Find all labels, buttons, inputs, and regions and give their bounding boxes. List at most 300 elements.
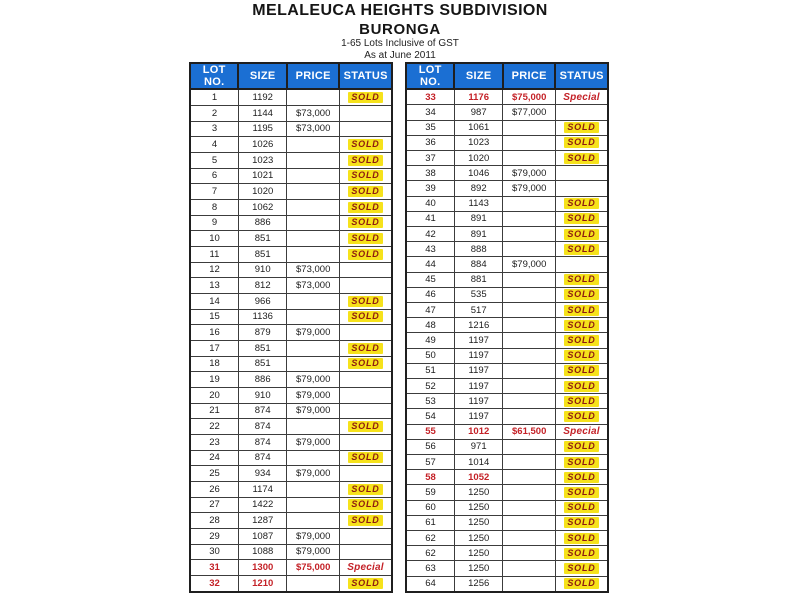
lot-cell: 38	[406, 166, 454, 181]
sold-badge: SOLD	[564, 578, 598, 589]
size-cell: 851	[238, 356, 286, 372]
price-cell	[503, 318, 556, 333]
price-cell	[287, 356, 340, 372]
size-cell: 910	[238, 262, 286, 278]
size-cell: 1046	[454, 166, 502, 181]
price-cell: $79,000	[287, 466, 340, 482]
size-cell: 1020	[238, 184, 286, 200]
sold-badge: SOLD	[564, 320, 598, 331]
lot-cell: 7	[190, 184, 238, 200]
price-cell	[503, 135, 556, 150]
status-cell	[339, 137, 392, 153]
table-row	[406, 318, 608, 333]
lot-cell: 9	[190, 215, 238, 231]
price-cell: $79,000	[287, 403, 340, 419]
sold-badge: SOLD	[564, 335, 598, 346]
size-cell: 1020	[454, 150, 502, 165]
status-cell	[555, 439, 608, 454]
price-cell: $79,000	[287, 544, 340, 560]
table-row	[406, 378, 608, 393]
status-cell	[339, 309, 392, 325]
table-row	[190, 184, 392, 200]
lot-cell: 11	[190, 246, 238, 262]
status-cell	[555, 455, 608, 470]
size-cell: 886	[238, 372, 286, 388]
size-cell: 1250	[454, 546, 502, 561]
table-row	[406, 302, 608, 317]
lot-cell: 34	[406, 105, 454, 120]
table-row	[406, 409, 608, 424]
table-row	[190, 262, 392, 278]
status-cell	[339, 340, 392, 356]
sold-badge: SOLD	[348, 186, 382, 197]
table-row	[406, 561, 608, 576]
table-row	[406, 287, 608, 302]
table-row	[190, 356, 392, 372]
size-cell: 517	[454, 302, 502, 317]
price-cell: $79,000	[287, 387, 340, 403]
table-row	[406, 226, 608, 241]
size-cell: 1088	[238, 544, 286, 560]
price-cell	[287, 199, 340, 215]
lot-cell: 42	[406, 226, 454, 241]
price-cell	[287, 497, 340, 513]
sold-badge: SOLD	[564, 457, 598, 468]
special-label: Special	[563, 426, 600, 438]
sold-badge: SOLD	[348, 311, 382, 322]
table-row	[190, 309, 392, 325]
lot-cell: 33	[406, 89, 454, 105]
size-cell: 934	[238, 466, 286, 482]
price-cell	[503, 302, 556, 317]
size-cell: 1197	[454, 348, 502, 363]
status-cell	[339, 152, 392, 168]
table-row	[190, 121, 392, 137]
size-cell: 1174	[238, 481, 286, 497]
lot-cell: 28	[190, 513, 238, 529]
status-cell	[339, 356, 392, 372]
lot-cell: 62	[406, 531, 454, 546]
lot-cell: 14	[190, 293, 238, 309]
status-cell	[555, 242, 608, 257]
sold-badge: SOLD	[564, 487, 598, 498]
price-cell	[503, 363, 556, 378]
lot-cell: 61	[406, 515, 454, 530]
table-row	[190, 513, 392, 529]
table-row	[406, 242, 608, 257]
lot-cell: 50	[406, 348, 454, 363]
table-row	[406, 470, 608, 485]
table-row	[190, 215, 392, 231]
size-cell: 1176	[454, 89, 502, 105]
status-cell	[555, 211, 608, 226]
column-header: SIZE	[454, 63, 502, 89]
page-subtitle: BURONGA	[359, 21, 441, 38]
size-cell: 1197	[454, 363, 502, 378]
size-cell: 1250	[454, 515, 502, 530]
price-cell	[287, 231, 340, 247]
status-cell	[339, 199, 392, 215]
sold-badge: SOLD	[348, 217, 382, 228]
table-row	[190, 89, 392, 105]
lot-cell: 25	[190, 466, 238, 482]
special-label: Special	[347, 562, 384, 574]
price-cell: $79,000	[287, 372, 340, 388]
status-cell	[339, 215, 392, 231]
status-cell	[339, 184, 392, 200]
lot-cell: 19	[190, 372, 238, 388]
size-cell: 891	[454, 226, 502, 241]
sold-badge: SOLD	[564, 153, 598, 164]
sold-badge: SOLD	[348, 139, 382, 150]
lot-cell: 17	[190, 340, 238, 356]
size-cell: 1195	[238, 121, 286, 137]
lot-cell: 21	[190, 403, 238, 419]
lot-cell: 2	[190, 105, 238, 121]
size-cell: 892	[454, 181, 502, 196]
status-cell	[339, 246, 392, 262]
status-cell	[339, 168, 392, 184]
size-cell: 851	[238, 340, 286, 356]
price-cell	[287, 575, 340, 592]
lot-cell: 16	[190, 325, 238, 341]
lot-cell: 58	[406, 470, 454, 485]
sold-badge: SOLD	[348, 233, 382, 244]
size-cell: 1087	[238, 528, 286, 544]
status-cell	[339, 434, 392, 450]
table-row	[190, 168, 392, 184]
size-cell: 888	[454, 242, 502, 257]
sold-badge: SOLD	[564, 381, 598, 392]
sold-badge: SOLD	[564, 289, 598, 300]
table-row	[190, 419, 392, 435]
status-cell	[555, 302, 608, 317]
price-cell	[503, 500, 556, 515]
status-cell	[339, 450, 392, 466]
sold-badge: SOLD	[348, 170, 382, 181]
price-cell	[503, 211, 556, 226]
status-cell	[555, 272, 608, 287]
lot-cell: 40	[406, 196, 454, 211]
sold-badge: SOLD	[348, 515, 382, 526]
size-cell: 1012	[454, 424, 502, 439]
lot-cell: 59	[406, 485, 454, 500]
status-cell	[339, 419, 392, 435]
lot-cell: 53	[406, 394, 454, 409]
lot-cell: 60	[406, 500, 454, 515]
status-cell	[339, 231, 392, 247]
price-cell	[287, 419, 340, 435]
status-cell	[339, 528, 392, 544]
lot-cell: 39	[406, 181, 454, 196]
price-cell: $79,000	[287, 528, 340, 544]
status-cell	[555, 196, 608, 211]
size-cell: 1192	[238, 89, 286, 105]
size-cell: 874	[238, 419, 286, 435]
table-row	[190, 528, 392, 544]
price-cell	[503, 515, 556, 530]
sold-badge: SOLD	[348, 499, 382, 510]
status-cell	[555, 318, 608, 333]
sold-badge: SOLD	[564, 411, 598, 422]
table-row	[190, 246, 392, 262]
tables-container	[189, 62, 609, 593]
table-row	[406, 135, 608, 150]
sold-badge: SOLD	[348, 155, 382, 166]
table-row	[406, 105, 608, 120]
table-row	[190, 466, 392, 482]
size-cell: 1210	[238, 575, 286, 592]
sold-badge: SOLD	[348, 484, 382, 495]
price-cell	[503, 242, 556, 257]
status-cell	[339, 497, 392, 513]
table-row	[190, 231, 392, 247]
size-cell: 886	[238, 215, 286, 231]
status-cell	[555, 135, 608, 150]
table-row	[406, 531, 608, 546]
lot-cell: 12	[190, 262, 238, 278]
price-cell	[503, 226, 556, 241]
price-cell: $79,000	[287, 325, 340, 341]
status-cell	[555, 561, 608, 576]
size-cell: 910	[238, 387, 286, 403]
size-cell: 1023	[238, 152, 286, 168]
column-header: STATUS	[339, 63, 392, 89]
table-row	[406, 89, 608, 105]
size-cell: 1287	[238, 513, 286, 529]
lot-cell: 1	[190, 89, 238, 105]
lot-cell: 46	[406, 287, 454, 302]
table-row	[190, 105, 392, 121]
price-cell	[287, 137, 340, 153]
sold-badge: SOLD	[564, 213, 598, 224]
sold-badge: SOLD	[348, 296, 382, 307]
sold-badge: SOLD	[564, 472, 598, 483]
status-cell	[555, 348, 608, 363]
price-cell	[503, 394, 556, 409]
column-header: PRICE	[503, 63, 556, 89]
status-cell	[555, 150, 608, 165]
price-cell	[287, 89, 340, 105]
status-cell	[555, 485, 608, 500]
sold-badge: SOLD	[564, 396, 598, 407]
lot-cell: 15	[190, 309, 238, 325]
table-row	[406, 348, 608, 363]
price-cell	[503, 455, 556, 470]
price-cell: $73,000	[287, 105, 340, 121]
table-row	[406, 120, 608, 135]
lot-cell: 41	[406, 211, 454, 226]
table-row	[190, 575, 392, 592]
size-cell: 1250	[454, 531, 502, 546]
sold-badge: SOLD	[348, 578, 382, 589]
table-row	[406, 257, 608, 272]
table-header-row	[406, 63, 608, 89]
column-header: PRICE	[287, 63, 340, 89]
price-cell	[503, 348, 556, 363]
size-cell: 1250	[454, 500, 502, 515]
size-cell: 1197	[454, 333, 502, 348]
status-cell	[339, 121, 392, 137]
status-cell	[339, 372, 392, 388]
sold-badge: SOLD	[348, 249, 382, 260]
price-cell	[287, 309, 340, 325]
price-cell	[287, 184, 340, 200]
lot-cell: 43	[406, 242, 454, 257]
status-cell	[339, 278, 392, 294]
lot-cell: 63	[406, 561, 454, 576]
lot-cell: 26	[190, 481, 238, 497]
table-row	[406, 150, 608, 165]
table-row	[406, 515, 608, 530]
table-row	[190, 278, 392, 294]
lot-cell: 24	[190, 450, 238, 466]
price-cell	[287, 481, 340, 497]
price-cell	[503, 576, 556, 592]
status-cell	[555, 378, 608, 393]
price-cell	[503, 196, 556, 211]
status-cell	[555, 166, 608, 181]
size-cell: 966	[238, 293, 286, 309]
status-cell	[555, 470, 608, 485]
status-cell	[339, 403, 392, 419]
status-cell	[555, 546, 608, 561]
size-cell: 1143	[454, 196, 502, 211]
lot-cell: 10	[190, 231, 238, 247]
price-cell	[503, 272, 556, 287]
price-cell: $79,000	[287, 434, 340, 450]
status-cell	[339, 513, 392, 529]
size-cell: 881	[454, 272, 502, 287]
table-row	[406, 166, 608, 181]
price-cell: $73,000	[287, 262, 340, 278]
price-cell	[503, 470, 556, 485]
price-cell: $75,000	[503, 89, 556, 105]
size-cell: 874	[238, 403, 286, 419]
size-cell: 1026	[238, 137, 286, 153]
status-cell	[339, 262, 392, 278]
size-cell: 987	[454, 105, 502, 120]
status-cell	[555, 181, 608, 196]
status-cell	[339, 481, 392, 497]
price-cell: $61,500	[503, 424, 556, 439]
sold-badge: SOLD	[348, 421, 382, 432]
lot-cell: 20	[190, 387, 238, 403]
lot-cell: 5	[190, 152, 238, 168]
lot-cell: 36	[406, 135, 454, 150]
lot-cell: 27	[190, 497, 238, 513]
lot-cell: 23	[190, 434, 238, 450]
sold-badge: SOLD	[348, 343, 382, 354]
column-header: LOT NO.	[406, 63, 454, 89]
lot-cell: 45	[406, 272, 454, 287]
sold-badge: SOLD	[564, 548, 598, 559]
table-row	[406, 211, 608, 226]
lots-table-right	[405, 62, 609, 593]
price-cell	[503, 561, 556, 576]
lot-cell: 30	[190, 544, 238, 560]
price-cell	[503, 150, 556, 165]
size-cell: 874	[238, 434, 286, 450]
status-cell	[555, 333, 608, 348]
status-cell	[555, 409, 608, 424]
status-cell	[555, 257, 608, 272]
size-cell: 1023	[454, 135, 502, 150]
price-cell	[503, 546, 556, 561]
size-cell: 851	[238, 246, 286, 262]
table-row	[406, 333, 608, 348]
table-row	[406, 485, 608, 500]
price-cell: $73,000	[287, 278, 340, 294]
column-header: STATUS	[555, 63, 608, 89]
status-cell	[339, 387, 392, 403]
status-cell	[555, 394, 608, 409]
table-row	[190, 372, 392, 388]
table-row	[190, 403, 392, 419]
price-cell	[287, 168, 340, 184]
table-row	[190, 497, 392, 513]
column-header: LOT NO.	[190, 63, 238, 89]
table-row	[190, 387, 392, 403]
size-cell: 1250	[454, 485, 502, 500]
size-cell: 1197	[454, 378, 502, 393]
price-cell	[287, 340, 340, 356]
lot-cell: 49	[406, 333, 454, 348]
lot-cell: 44	[406, 257, 454, 272]
column-header: SIZE	[238, 63, 286, 89]
price-cell	[503, 409, 556, 424]
lot-cell: 55	[406, 424, 454, 439]
lots-table-left	[189, 62, 393, 593]
price-cell	[503, 485, 556, 500]
size-cell: 851	[238, 231, 286, 247]
table-row	[406, 424, 608, 439]
size-cell: 874	[238, 450, 286, 466]
lot-cell: 57	[406, 455, 454, 470]
special-label: Special	[563, 91, 600, 103]
sold-badge: SOLD	[348, 452, 382, 463]
lot-cell: 18	[190, 356, 238, 372]
table-row	[406, 455, 608, 470]
sold-badge: SOLD	[564, 365, 598, 376]
lot-cell: 54	[406, 409, 454, 424]
price-cell	[503, 333, 556, 348]
table-row	[406, 500, 608, 515]
table-row	[406, 439, 608, 454]
page-title: MELALEUCA HEIGHTS SUBDIVISION	[252, 2, 548, 19]
price-cell	[503, 531, 556, 546]
lot-cell: 37	[406, 150, 454, 165]
lot-cell: 56	[406, 439, 454, 454]
sold-badge: SOLD	[564, 229, 598, 240]
sold-badge: SOLD	[564, 441, 598, 452]
status-cell	[555, 89, 608, 105]
status-cell	[555, 424, 608, 439]
status-cell	[555, 226, 608, 241]
size-cell: 1136	[238, 309, 286, 325]
status-cell	[555, 531, 608, 546]
status-cell	[339, 325, 392, 341]
sold-badge: SOLD	[564, 198, 598, 209]
note-date: As at June 2011	[364, 49, 436, 61]
size-cell: 535	[454, 287, 502, 302]
size-cell: 1144	[238, 105, 286, 121]
status-cell	[339, 560, 392, 576]
status-cell	[555, 287, 608, 302]
lot-cell: 4	[190, 137, 238, 153]
price-cell: $75,000	[287, 560, 340, 576]
lot-cell: 8	[190, 199, 238, 215]
